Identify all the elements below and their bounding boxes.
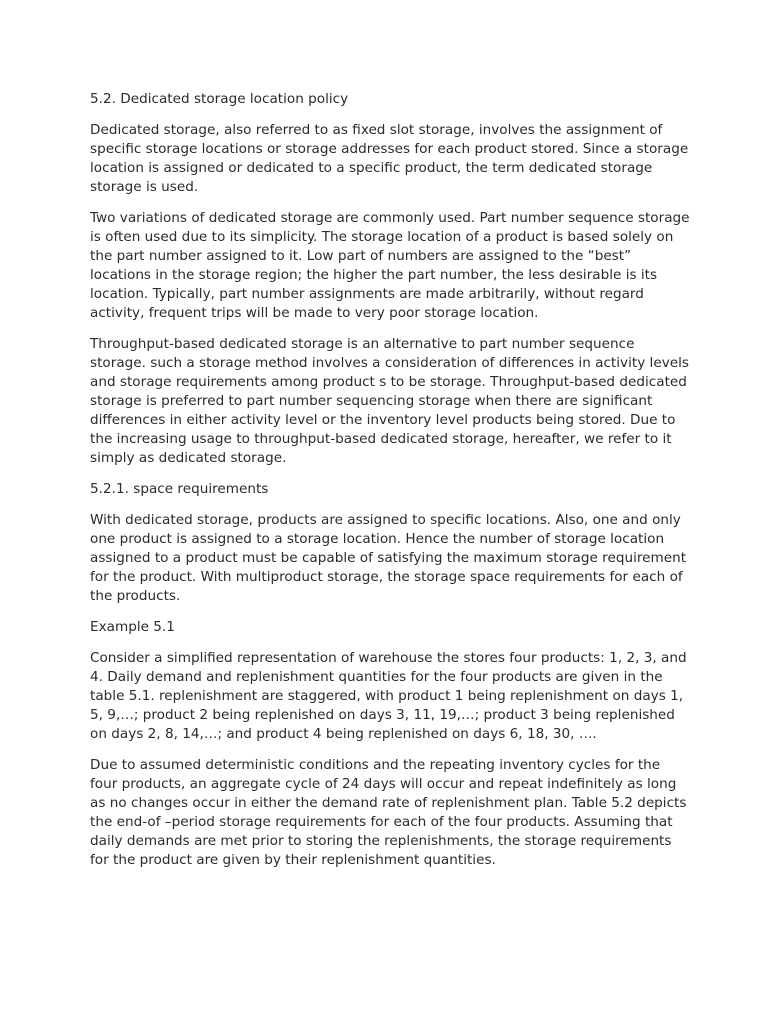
paragraph-space-requirements: With dedicated storage, products are assigned to specific locations. Also, one and only one product is assigned to a storage location. Hence the number of storage location assigned to a product must be capable of satisfying the maximum storage requirement for the product. With multiproduct storage, the storage space requirements for each of the products. bbox=[90, 512, 687, 604]
subsection-heading: 5.2.1. space requirements bbox=[90, 481, 269, 497]
paragraph-part-number-sequence: Two variations of dedicated storage are commonly used. Part number sequence storage is often used due to its simplicity. The storage location of a product is based solely on the part number assigned to it. Low part of numbers are assigned to the “best” locations in the storage region; the higher the part number, the less desirable is its location. Typically, part number assignments are made arbitrarily, without regard activity, frequent trips will be made to very poor storage location. bbox=[90, 210, 690, 321]
paragraph-fixed-slot: Dedicated storage, also referred to as fixed slot storage, involves the assignment of specific storage locations or storage addresses for each product stored. Since a storage location is assigned or dedicated to a specific product, the term dedicated storage storage is used. bbox=[90, 122, 689, 195]
example-label: Example 5.1 bbox=[90, 619, 175, 635]
paragraph-throughput-based: Throughput-based dedicated storage is an alternative to part number sequence storage. such a storage method involves a consideration of differences in activity levels and storage requirements among product s to be storage. Throughput-based dedicated storage is preferred to part number sequencing storage when there are significant differences in either activity level or the inventory level products being stored. Due to the increasing usage to throughput-based dedicated storage, hereafter, we refer to it simply as dedicated storage. bbox=[90, 336, 689, 466]
document-page bbox=[90, 90, 690, 882]
paragraph-example-description: Consider a simplified representation of warehouse the stores four products: 1, 2, 3, and 4. Daily demand and replenishment quantities for the four products are given in the table 5.1. replenishment are staggered, with product 1 being replenishment on days 1, 5, 9,…; product 2 being replenished on days 3, 11, 19,…; product 3 being replenished on days 2, 8, 14,…; and product 4 being replenished on days 6, 18, 30, …. bbox=[90, 650, 687, 742]
section-heading: 5.2. Dedicated storage location policy bbox=[90, 91, 349, 107]
paragraph-aggregate-cycle: Due to assumed deterministic conditions and the repeating inventory cycles for the four products, an aggregate cycle of 24 days will occur and repeat indefinitely as long as no changes occur in either the demand rate of replenishment plan. Table 5.2 depicts the end-of –period storage requirements for each of the four products. Assuming that daily demands are met prior to storing the replenishments, the storage requirements for the product are given by their replenishment quantities. bbox=[90, 757, 687, 868]
